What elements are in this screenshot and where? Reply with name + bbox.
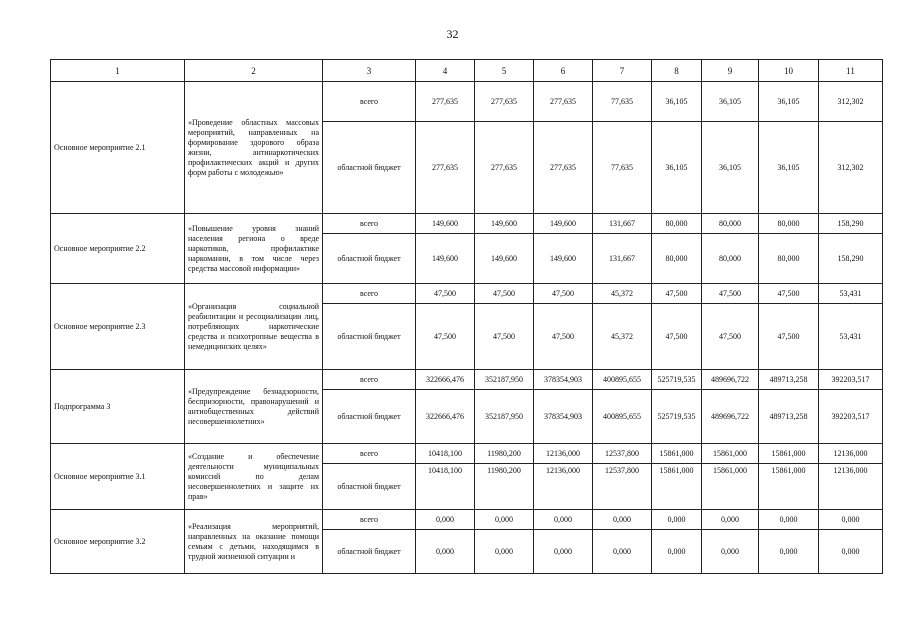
value-cell: 131,667 <box>593 214 652 234</box>
header-cell-8: 8 <box>652 60 702 82</box>
value-cell: 400895,655 <box>593 370 652 390</box>
value-cell: 0,000 <box>534 530 593 574</box>
value-cell: 352187,950 <box>475 390 534 444</box>
value-cell: 47,500 <box>702 284 759 304</box>
value-cell: 0,000 <box>702 510 759 530</box>
value-cell: 0,000 <box>534 510 593 530</box>
value-cell: 378354,903 <box>534 370 593 390</box>
value-cell: 312,302 <box>819 82 883 122</box>
funding-source: всего <box>323 370 416 390</box>
value-cell: 45,372 <box>593 284 652 304</box>
value-cell: 489713,258 <box>759 370 819 390</box>
value-cell: 277,635 <box>475 82 534 122</box>
value-cell: 0,000 <box>475 510 534 530</box>
value-cell: 392203,517 <box>819 390 883 444</box>
program-description: «Повышение уровня знаний населения региона о вреде наркотиков, профилактике наркомании, в том числе через средства массовой информации» <box>185 214 323 284</box>
value-cell: 80,000 <box>702 214 759 234</box>
funding-source: областной бюджет <box>323 464 416 510</box>
header-cell-2: 2 <box>185 60 323 82</box>
value-cell: 15861,000 <box>702 444 759 464</box>
value-cell: 0,000 <box>819 510 883 530</box>
value-cell: 47,500 <box>652 284 702 304</box>
value-cell: 312,302 <box>819 122 883 214</box>
funding-source: всего <box>323 444 416 464</box>
value-cell: 0,000 <box>652 510 702 530</box>
value-cell: 47,500 <box>416 284 475 304</box>
value-cell: 0,000 <box>819 530 883 574</box>
value-cell: 0,000 <box>702 530 759 574</box>
value-cell: 322666,476 <box>416 370 475 390</box>
value-cell: 149,600 <box>475 234 534 284</box>
value-cell: 0,000 <box>416 530 475 574</box>
value-cell: 158,290 <box>819 234 883 284</box>
value-cell: 47,500 <box>534 304 593 370</box>
value-cell: 47,500 <box>759 284 819 304</box>
header-cell-7: 7 <box>593 60 652 82</box>
value-cell: 77,635 <box>593 122 652 214</box>
header-cell-9: 9 <box>702 60 759 82</box>
header-cell-11: 11 <box>819 60 883 82</box>
value-cell: 0,000 <box>593 530 652 574</box>
value-cell: 36,105 <box>759 82 819 122</box>
program-name: Основное мероприятие 2.1 <box>51 82 185 214</box>
value-cell: 47,500 <box>759 304 819 370</box>
value-cell: 15861,000 <box>652 444 702 464</box>
value-cell: 158,290 <box>819 214 883 234</box>
value-cell: 15861,000 <box>652 464 702 510</box>
header-cell-3: 3 <box>323 60 416 82</box>
value-cell: 15861,000 <box>702 464 759 510</box>
value-cell: 0,000 <box>759 530 819 574</box>
funding-source: всего <box>323 82 416 122</box>
value-cell: 47,500 <box>702 304 759 370</box>
value-cell: 11980,200 <box>475 444 534 464</box>
program-description: «Организация социальной реабилитации и ресоциализации лиц, потребляющих наркотические средства и психотропные вещества в немедицинских целях» <box>185 284 323 370</box>
funding-source: областной бюджет <box>323 304 416 370</box>
value-cell: 77,635 <box>593 82 652 122</box>
value-cell: 36,105 <box>652 82 702 122</box>
value-cell: 400895,655 <box>593 390 652 444</box>
program-name: Подпрограмма 3 <box>51 370 185 444</box>
program-description: «Реализация мероприятий, направленных на оказание помощи семьям с детьми, находящимся в трудной жизненной ситуации и <box>185 510 323 574</box>
value-cell: 12136,000 <box>819 444 883 464</box>
value-cell: 149,600 <box>534 214 593 234</box>
value-cell: 489696,722 <box>702 370 759 390</box>
value-cell: 12537,800 <box>593 444 652 464</box>
funding-source: областной бюджет <box>323 234 416 284</box>
value-cell: 277,635 <box>475 122 534 214</box>
value-cell: 80,000 <box>652 234 702 284</box>
value-cell: 489713,258 <box>759 390 819 444</box>
program-description: «Проведение областных массовых мероприятий, направленных на формирование здорового образа жизни, антинаркотических профилактических акций и других форм работы с молодежью» <box>185 82 323 214</box>
value-cell: 0,000 <box>475 530 534 574</box>
value-cell: 15861,000 <box>759 444 819 464</box>
table-row <box>51 370 883 390</box>
program-description: «Создание и обеспечение деятельности муниципальных комиссий по делам несовершеннолетних и защите их прав» <box>185 444 323 510</box>
value-cell: 0,000 <box>593 510 652 530</box>
value-cell: 131,667 <box>593 234 652 284</box>
value-cell: 149,600 <box>475 214 534 234</box>
program-name: Основное мероприятие 3.1 <box>51 444 185 510</box>
header-cell-4: 4 <box>416 60 475 82</box>
value-cell: 36,105 <box>702 122 759 214</box>
program-name: Основное мероприятие 2.2 <box>51 214 185 284</box>
value-cell: 10418,100 <box>416 464 475 510</box>
value-cell: 47,500 <box>534 284 593 304</box>
value-cell: 53,431 <box>819 284 883 304</box>
header-cell-10: 10 <box>759 60 819 82</box>
value-cell: 12136,000 <box>534 464 593 510</box>
value-cell: 12136,000 <box>534 444 593 464</box>
page-number: 32 <box>446 27 459 41</box>
value-cell: 525719,535 <box>652 370 702 390</box>
value-cell: 277,635 <box>416 82 475 122</box>
table-row <box>51 82 883 122</box>
value-cell: 149,600 <box>416 214 475 234</box>
value-cell: 36,105 <box>759 122 819 214</box>
value-cell: 36,105 <box>652 122 702 214</box>
value-cell: 525719,535 <box>652 390 702 444</box>
funding-source: всего <box>323 284 416 304</box>
value-cell: 47,500 <box>475 304 534 370</box>
value-cell: 45,372 <box>593 304 652 370</box>
header-row <box>51 60 883 82</box>
value-cell: 0,000 <box>759 510 819 530</box>
value-cell: 10418,100 <box>416 444 475 464</box>
program-name: Основное мероприятие 3.2 <box>51 510 185 574</box>
funding-source: областной бюджет <box>323 530 416 574</box>
value-cell: 53,431 <box>819 304 883 370</box>
value-cell: 392203,517 <box>819 370 883 390</box>
value-cell: 12537,800 <box>593 464 652 510</box>
value-cell: 352187,950 <box>475 370 534 390</box>
table-row <box>51 284 883 304</box>
value-cell: 15861,000 <box>759 464 819 510</box>
header-cell-1: 1 <box>51 60 185 82</box>
value-cell: 277,635 <box>534 122 593 214</box>
value-cell: 277,635 <box>534 82 593 122</box>
value-cell: 277,635 <box>416 122 475 214</box>
value-cell: 80,000 <box>652 214 702 234</box>
value-cell: 36,105 <box>702 82 759 122</box>
funding-source: всего <box>323 214 416 234</box>
funding-source: областной бюджет <box>323 390 416 444</box>
value-cell: 149,600 <box>534 234 593 284</box>
value-cell: 80,000 <box>702 234 759 284</box>
table-row <box>51 510 883 530</box>
value-cell: 47,500 <box>416 304 475 370</box>
value-cell: 489696,722 <box>702 390 759 444</box>
funding-source: областной бюджет <box>323 122 416 214</box>
header-cell-6: 6 <box>534 60 593 82</box>
value-cell: 149,600 <box>416 234 475 284</box>
table-row <box>51 444 883 464</box>
value-cell: 12136,000 <box>819 464 883 510</box>
value-cell: 47,500 <box>652 304 702 370</box>
budget-table <box>50 59 883 574</box>
value-cell: 80,000 <box>759 214 819 234</box>
value-cell: 11980,200 <box>475 464 534 510</box>
funding-source: всего <box>323 510 416 530</box>
program-description: «Предупреждение безнадзорности, беспризорности, правонарушений и антиобщественных действий несовершеннолетних» <box>185 370 323 444</box>
value-cell: 0,000 <box>416 510 475 530</box>
table-row <box>51 214 883 234</box>
value-cell: 322666,476 <box>416 390 475 444</box>
value-cell: 80,000 <box>759 234 819 284</box>
header-cell-5: 5 <box>475 60 534 82</box>
value-cell: 47,500 <box>475 284 534 304</box>
value-cell: 0,000 <box>652 530 702 574</box>
program-name: Основное мероприятие 2.3 <box>51 284 185 370</box>
value-cell: 378354,903 <box>534 390 593 444</box>
